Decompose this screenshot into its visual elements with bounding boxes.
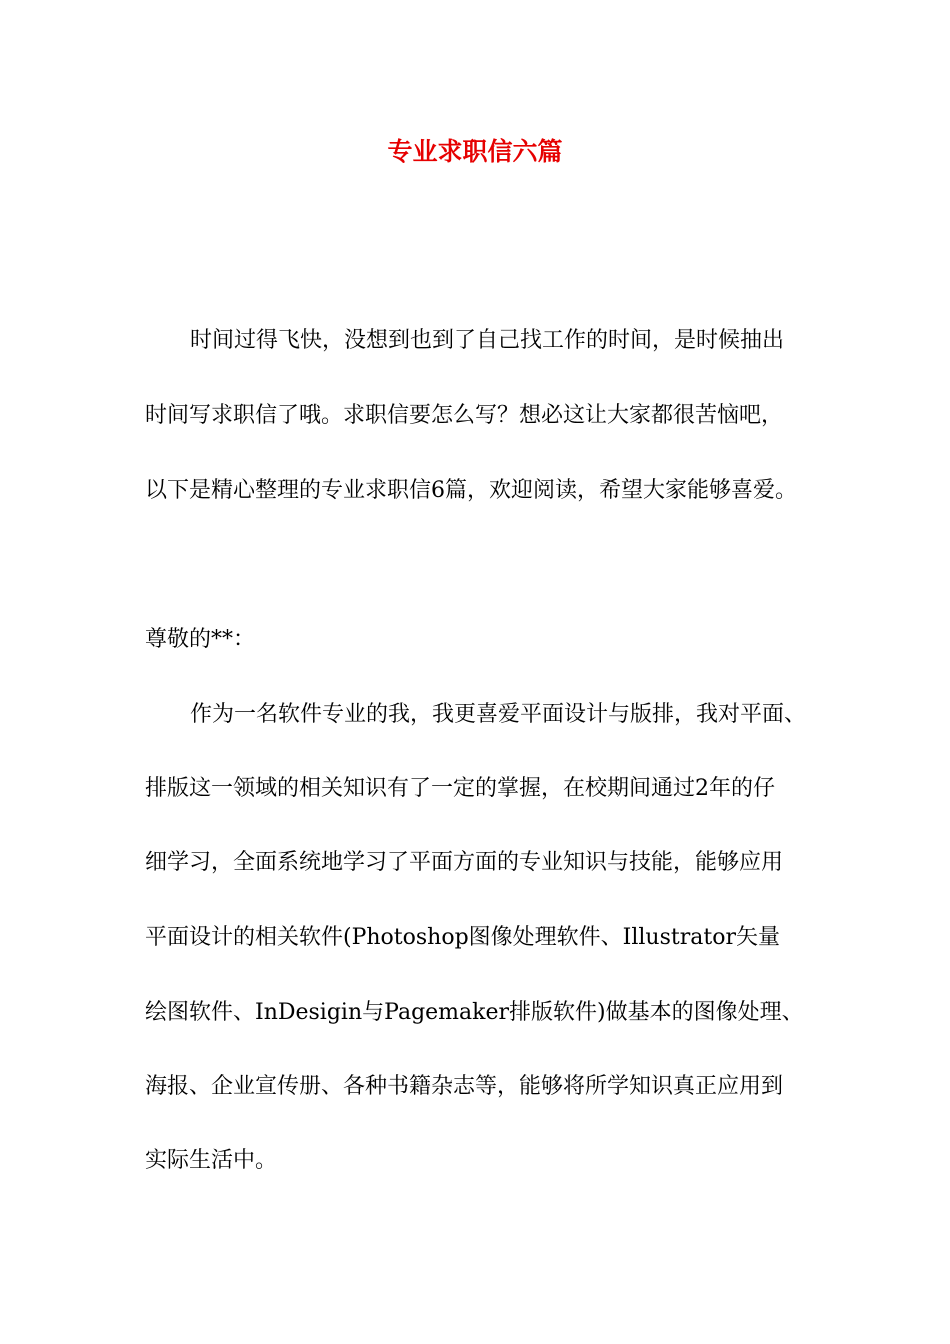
body-line-1: 作为一名软件专业的我，我更喜爱平面设计与版排，我对平面、 <box>190 702 807 727</box>
document-title: 专业求职信六篇 <box>387 137 563 166</box>
body-line-3: 细学习，全面系统地学习了平面方面的专业知识与技能，能够应用 <box>145 850 784 875</box>
body-line-7: 实际生活中。 <box>145 1148 278 1173</box>
intro-line-3: 以下是精心整理的专业求职信6篇，欢迎阅读，希望大家能够喜爱。 <box>145 478 797 503</box>
body-line-6: 海报、企业宣传册、各种书籍杂志等，能够将所学知识真正应用到 <box>145 1074 784 1099</box>
body-line-5: 绘图软件、InDesigin与Pagemaker排版软件)做基本的图像处理、 <box>145 1000 804 1025</box>
intro-line-2: 时间写求职信了哦。求职信要怎么写？想必这让大家都很苦恼吧， <box>145 403 784 428</box>
salutation: 尊敬的**： <box>145 627 256 652</box>
body-line-4: 平面设计的相关软件(Photoshop图像处理软件、Illustrator矢量 <box>145 925 780 950</box>
intro-line-1: 时间过得飞快，没想到也到了自己找工作的时间，是时候抽出 <box>190 328 785 353</box>
body-line-2: 排版这一领域的相关知识有了一定的掌握，在校期间通过2年的仔 <box>145 776 775 801</box>
